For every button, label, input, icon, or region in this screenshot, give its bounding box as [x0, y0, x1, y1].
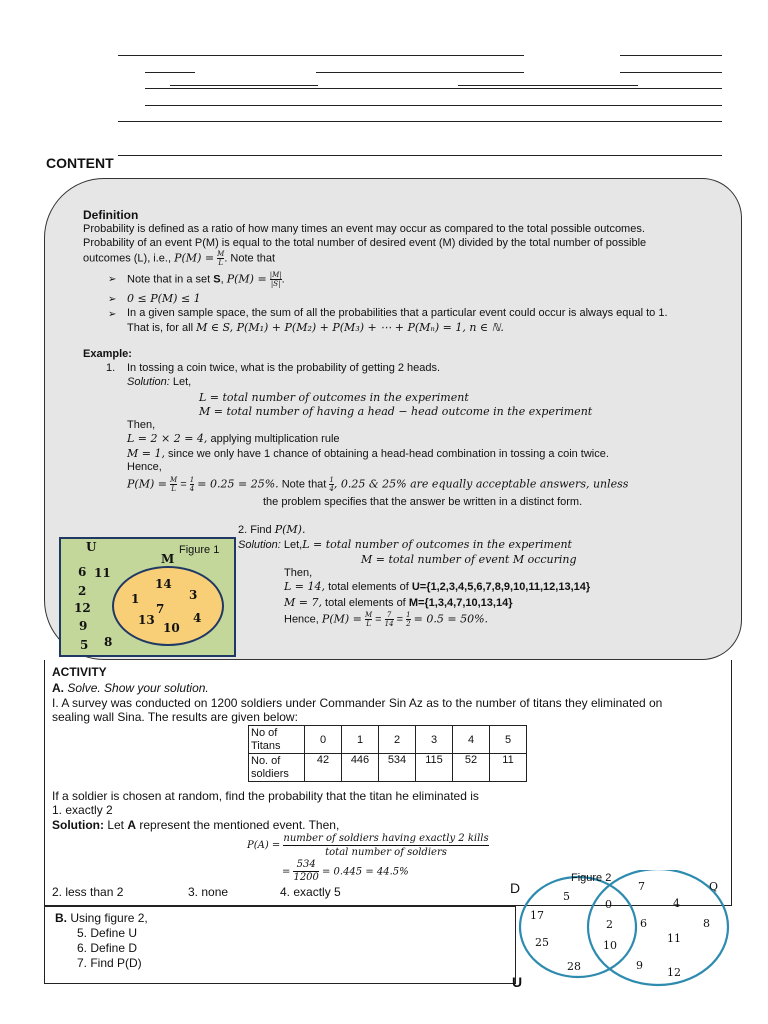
activity-item: 2. less than 2: [52, 885, 124, 899]
example-question: 2. Find P(M).: [238, 523, 306, 536]
table-header-cell: No of Titans: [249, 726, 305, 754]
bullet-item: Note that in a set S, P(M) = $\frac{|M|}{|S|}$ .: [127, 271, 285, 288]
venn-element: 4: [193, 611, 202, 625]
bullet-item: That is, for all M ∈ S, P(M₁) + P(M₂) + P(M₃) + ⋯ + P(Mₙ) = 1, n ∈ ℕ.: [127, 321, 504, 334]
example-text: L = 14, total elements of U={1,2,3,4,5,6,7,8,9,10,11,12,13,14}: [284, 580, 591, 593]
part-b-item: 7. Find P(D): [77, 956, 142, 970]
header-line: [145, 88, 722, 89]
venn-circles: [508, 870, 740, 992]
venn-element: 8: [703, 917, 710, 930]
example-heading: Example:: [83, 348, 132, 360]
activity-item: 1. exactly 2: [52, 803, 113, 817]
venn-element: 10: [163, 621, 180, 635]
venn-element: 7: [638, 880, 645, 893]
example-number: 1.: [106, 362, 116, 374]
venn-element: 12: [74, 601, 91, 615]
venn-element: 25: [535, 936, 549, 949]
venn-element: 13: [138, 613, 155, 627]
part-b-item: 5. Define U: [77, 926, 138, 940]
venn-element: 14: [155, 577, 172, 591]
activity-formula: = $\frac{534}{1200}$ = 0.445 = 44.5%: [282, 859, 409, 883]
table-cell: 4: [453, 726, 490, 754]
header-line: [170, 85, 318, 86]
venn-element: 12: [667, 966, 681, 979]
venn-element: 6: [640, 917, 647, 930]
table-cell: 1: [342, 726, 379, 754]
venn-element: 5: [563, 890, 570, 903]
header-line: [620, 55, 722, 56]
table-cell: 3: [416, 726, 453, 754]
solution-label: Solution: Let,: [127, 376, 192, 388]
activity-question: If a soldier is chosen at random, find the probability that the titan he eliminated is: [52, 789, 479, 803]
figure-caption: Figure 1: [179, 544, 220, 556]
venn-element: 9: [79, 619, 88, 633]
solution-label: Solution: Let,L = total number of outcomes in the experiment: [238, 538, 572, 551]
example-text: M = 7, total elements of M={1,3,4,7,10,13,14}: [284, 596, 513, 609]
math-line: M = total number of having a head − head outcome in the experiment: [199, 405, 593, 418]
venn-element: 9: [636, 959, 643, 972]
venn-element: 8: [104, 635, 113, 649]
venn-element: 11: [94, 566, 111, 580]
activity-item: 3. none: [188, 885, 229, 899]
table-header-cell: No. of soldiers: [249, 754, 305, 782]
example-question: In tossing a coin twice, what is the probability of getting 2 heads.: [127, 362, 441, 374]
set-q-label: Q: [709, 880, 719, 893]
table-cell: 42: [305, 754, 342, 782]
bullet-item: In a given sample space, the sum of all the probabilities that a particular event could occur is always equal to 1.: [127, 307, 668, 319]
example-text: Hence, P(M) = $\frac{M}{L}$ = $\frac{7}{14}$ = $\frac{1}{2}$ = 0.5 = 50%.: [284, 611, 489, 628]
venn-element: 28: [567, 960, 581, 973]
set-u-label: U: [512, 974, 523, 990]
content-title: CONTENT: [46, 155, 114, 171]
bullet-item: 0 ≤ P(M) ≤ 1: [127, 292, 201, 305]
header-line: [620, 72, 722, 73]
activity-item: 4. exactly 5: [280, 885, 341, 899]
example-text: Then,: [127, 419, 156, 431]
example-text: Then,: [284, 567, 313, 579]
header-line: [458, 85, 638, 86]
table-cell: 534: [379, 754, 416, 782]
math-line: L = total number of outcomes in the experiment: [199, 391, 469, 404]
part-b-heading: B. Using figure 2,: [55, 911, 148, 925]
arrow-bullet-icon: ➢: [108, 294, 117, 305]
activity-formula: P(A) = $\frac{\text{number of soldiers having exactly 2 kills}}{\text{total number of soldiers}}$: [247, 833, 489, 858]
table-cell: 0: [305, 726, 342, 754]
example-text: L = 2 × 2 = 4, applying multiplication rule: [127, 432, 340, 445]
definition-heading: Definition: [83, 208, 139, 222]
arrow-bullet-icon: ➢: [108, 309, 117, 320]
definition-text: Probability is defined as a ratio of how many times an event may occur as compared to the total possible outcomes.: [83, 223, 645, 235]
venn-element: 1: [131, 592, 140, 606]
header-line: [316, 72, 524, 73]
activity-solution: Solution: Let A represent the mentioned event. Then,: [52, 818, 340, 832]
part-b-item: 6. Define D: [77, 941, 138, 955]
example-text: M = 1, since we only have 1 chance of obtaining a head-head combination in tossing a coin twice.: [127, 447, 609, 460]
table-cell: 115: [416, 754, 453, 782]
titans-table: [248, 725, 527, 782]
example-text: P(M) = $\frac{M}{L}$ = $\frac{1}{4}$ = 0.25 = 25%. Note that $\frac{1}{4}$ , 0.25 & 25% are equally acceptable answers, unless: [127, 476, 629, 493]
venn-element: 7: [156, 602, 165, 616]
example-text: Hence,: [127, 461, 162, 473]
venn-element: 10: [603, 939, 617, 952]
venn-element: 17: [530, 909, 544, 922]
definition-text: outcomes (L), i.e., P(M) = $\frac{M}{L}$ . Note that: [83, 250, 276, 267]
figure-1-venn: [59, 537, 236, 657]
example-text: the problem specifies that the answer be written in a distinct form.: [263, 496, 583, 508]
table-row: [249, 754, 527, 782]
header-line: [145, 72, 195, 73]
venn-element: 0: [605, 898, 612, 911]
arrow-bullet-icon: ➢: [108, 274, 117, 285]
venn-element: 3: [189, 588, 198, 602]
set-u-label: U: [86, 540, 97, 554]
figure-caption: Figure 2: [571, 872, 612, 884]
table-cell: 446: [342, 754, 379, 782]
venn-element: 5: [80, 638, 89, 652]
table-row: [249, 726, 527, 754]
header-line: [118, 155, 722, 156]
activity-instruction: A. Solve. Show your solution.: [52, 681, 209, 695]
header-line: [118, 55, 524, 56]
venn-element: 11: [667, 932, 681, 945]
table-cell: 5: [490, 726, 527, 754]
venn-element: 6: [78, 565, 87, 579]
math-line: M = total number of event M occuring: [361, 553, 577, 566]
header-line: [118, 121, 722, 122]
header-line: [145, 105, 722, 106]
table-cell: 11: [490, 754, 527, 782]
table-cell: 52: [453, 754, 490, 782]
definition-text: Probability of an event P(M) is equal to the total number of desired event (M) divided by the total number of possible: [83, 237, 647, 249]
set-m-label: M: [161, 552, 175, 566]
venn-element: 2: [606, 918, 613, 931]
activity-problem: sealing wall Sina. The results are given below:: [52, 710, 298, 724]
venn-element: 2: [78, 584, 87, 598]
venn-element: 4: [673, 897, 680, 910]
activity-heading: ACTIVITY: [52, 665, 107, 679]
table-cell: 2: [379, 726, 416, 754]
activity-problem: I. A survey was conducted on 1200 soldiers under Commander Sin Az as to the number of titans they eliminated on: [52, 696, 663, 710]
set-d-label: D: [510, 880, 521, 896]
